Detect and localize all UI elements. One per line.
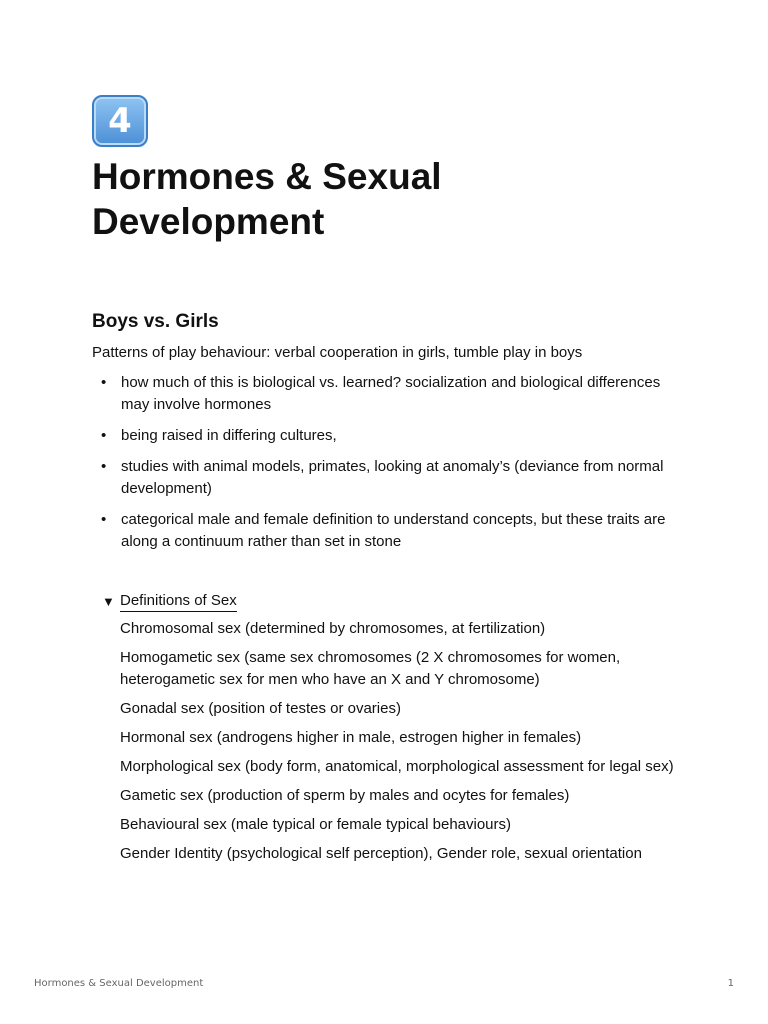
list-item: Gender Identity (psychological self perception), Gender role, sexual orientation bbox=[120, 845, 642, 862]
list-item: • how much of this is biological vs. learned? socialization and biological differences may involve hormones bbox=[92, 372, 682, 416]
section-intro: Patterns of play behaviour: verbal cooperation in girls, tumble play in boys bbox=[92, 344, 583, 361]
definitions-toggle[interactable] bbox=[102, 590, 237, 612]
triangle-down-icon[interactable]: ▼ bbox=[102, 593, 115, 609]
list-item: • being raised in differing cultures, bbox=[92, 425, 682, 447]
toggle-label[interactable]: Definitions of Sex bbox=[120, 590, 237, 612]
list-item: Gametic sex (production of sperm by males and ocytes for females) bbox=[120, 787, 570, 804]
list-item: Chromosomal sex (determined by chromosomes, at fertilization) bbox=[120, 620, 546, 637]
footer-page-number: 1 bbox=[727, 978, 734, 989]
page-title: Hormones & Sexual Development bbox=[92, 156, 442, 242]
list-item: Behavioural sex (male typical or female typical behaviours) bbox=[120, 816, 512, 833]
footer-title: Hormones & Sexual Development bbox=[34, 978, 204, 989]
list-item: Hormonal sex (androgens higher in male, estrogen higher in females) bbox=[120, 729, 582, 746]
list-item: • studies with animal models, primates, looking at anomaly’s (deviance from normal development) bbox=[92, 456, 682, 500]
list-item: • categorical male and female definition to understand concepts, but these traits are along a continuum rather than set in stone bbox=[92, 509, 682, 553]
bullet-list bbox=[92, 372, 682, 562]
list-item: Gonadal sex (position of testes or ovaries) bbox=[120, 700, 401, 717]
keycap-four-icon: 4 bbox=[92, 95, 148, 147]
list-item: Homogametic sex (same sex chromosomes (2 X chromosomes for women, heterogametic sex for men who have an X and Y chromosome) bbox=[120, 649, 621, 688]
list-item: Morphological sex (body form, anatomical, morphological assessment for legal sex) bbox=[120, 758, 674, 775]
definitions-list bbox=[120, 618, 680, 872]
section-heading: Boys vs. Girls bbox=[92, 311, 219, 332]
